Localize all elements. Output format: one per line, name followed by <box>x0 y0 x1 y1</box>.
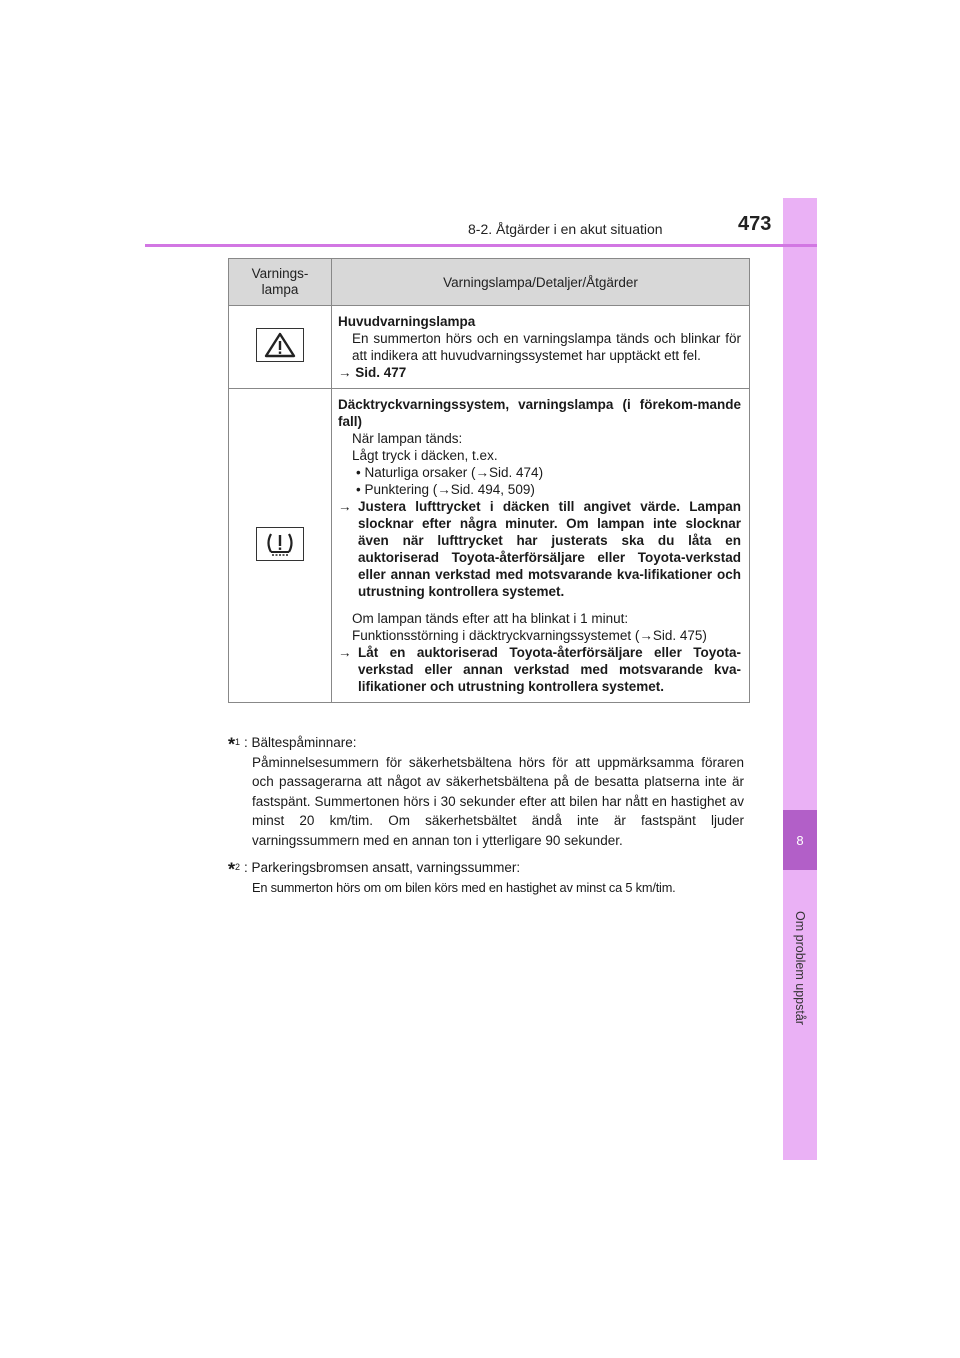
chapter-side-strip <box>783 198 817 1160</box>
page-reference: → Sid. 477 <box>338 365 407 380</box>
tire-pressure-warning-icon <box>256 527 304 561</box>
footnote-title: : Parkeringsbromsen ansatt, varningssummer: <box>244 860 521 875</box>
list-item: • Punktering (→Sid. 494, 509) <box>356 482 535 497</box>
details-cell <box>332 306 750 389</box>
chapter-title: Om problem uppstår <box>793 911 807 1025</box>
details-cell <box>332 389 750 703</box>
warning-light-table <box>228 258 750 703</box>
chapter-number-tab <box>783 810 817 870</box>
footnote-marker: *$^1$ <box>228 734 241 755</box>
when-lit-text: När lampan tänds: <box>352 431 463 446</box>
action-text: → Låt en auktoriserad Toyota-återförsäljare eller Toyota-verkstad eller annan verkstad med motsvarande kva-lifikationer och utrustning kontrollera systemet. <box>338 645 741 694</box>
icon-cell <box>229 389 332 703</box>
malfunction-text: Funktionsstörning i däcktryckvarningssystemet (→Sid. 475) <box>352 628 707 643</box>
blink-text: Om lampan tänds efter att ha blinkat i 1 minut: <box>352 611 629 626</box>
table-row <box>229 389 750 703</box>
page-reference: →Sid. 475) <box>639 628 707 643</box>
page-number: 473 <box>738 213 772 235</box>
footnotes <box>228 733 744 905</box>
page-reference: →Sid. 474) <box>475 465 544 480</box>
chapter-title-vertical <box>783 878 817 1058</box>
page-reference: →Sid. 494, 509) <box>437 482 535 497</box>
footnote <box>228 858 744 897</box>
row-title: Däcktryckvarningssystem, varningslampa (i förekom-mande fall) <box>338 397 741 429</box>
header-divider <box>145 244 817 247</box>
list-item: • Naturliga orsaker (→Sid. 474) <box>356 465 544 480</box>
table-row <box>229 306 750 389</box>
icon-cell <box>229 306 332 389</box>
col-header-details: Varningslampa/Detaljer/Åtgärder <box>332 259 750 306</box>
footnote <box>228 733 744 850</box>
chapter-number: 8 <box>796 832 804 848</box>
table-header-row <box>229 259 750 306</box>
row-description: En summerton hörs och en varningslampa tänds och blinkar för att indikera att huvudvarningssystemet har upptäckt ett fel. <box>352 331 741 363</box>
warning-triangle-icon <box>256 328 304 362</box>
section-header: 8-2. Åtgärder i en akut situation <box>468 221 663 237</box>
footnote-text: Påminnelsesummern för säkerhetsbältena hörs för att uppmärksamma föraren och passagerarna att något av säkerhetsbältena på de besatta platserna inte är fastspänt. Summertonen hörs i 30 sekunder efter att bilen har nått en hastighet av minst 20 km/tim. Om säkerhetsbältet ändå inte är fastspänt ljuder varningssummern med en annan ton i ytterligare 90 sekunder. <box>252 754 744 848</box>
action-text: → Justera lufttrycket i däcken till angivet värde. Lampan slocknar efter några minuter. Om lampan inte slocknar även när lufttrycket har justerats ska du låta en auktoriserad Toyota-återförsäljare eller Toyota-verkstad eller annan verkstad med motsvarande kva-lifikationer och utrustning kontrollera systemet. <box>338 499 741 599</box>
low-pressure-text: Lågt tryck i däcken, t.ex. <box>352 448 498 463</box>
footnote-title: : Bältespåminnare: <box>244 735 357 750</box>
footnote-text: En summerton hörs om om bilen körs med en hastighet av minst ca 5 km/tim. <box>252 879 676 895</box>
col-header-lamp: Varnings- lampa <box>229 259 332 306</box>
footnote-marker: *$^2$ <box>228 859 241 880</box>
row-title: Huvudvarningslampa <box>338 314 476 329</box>
